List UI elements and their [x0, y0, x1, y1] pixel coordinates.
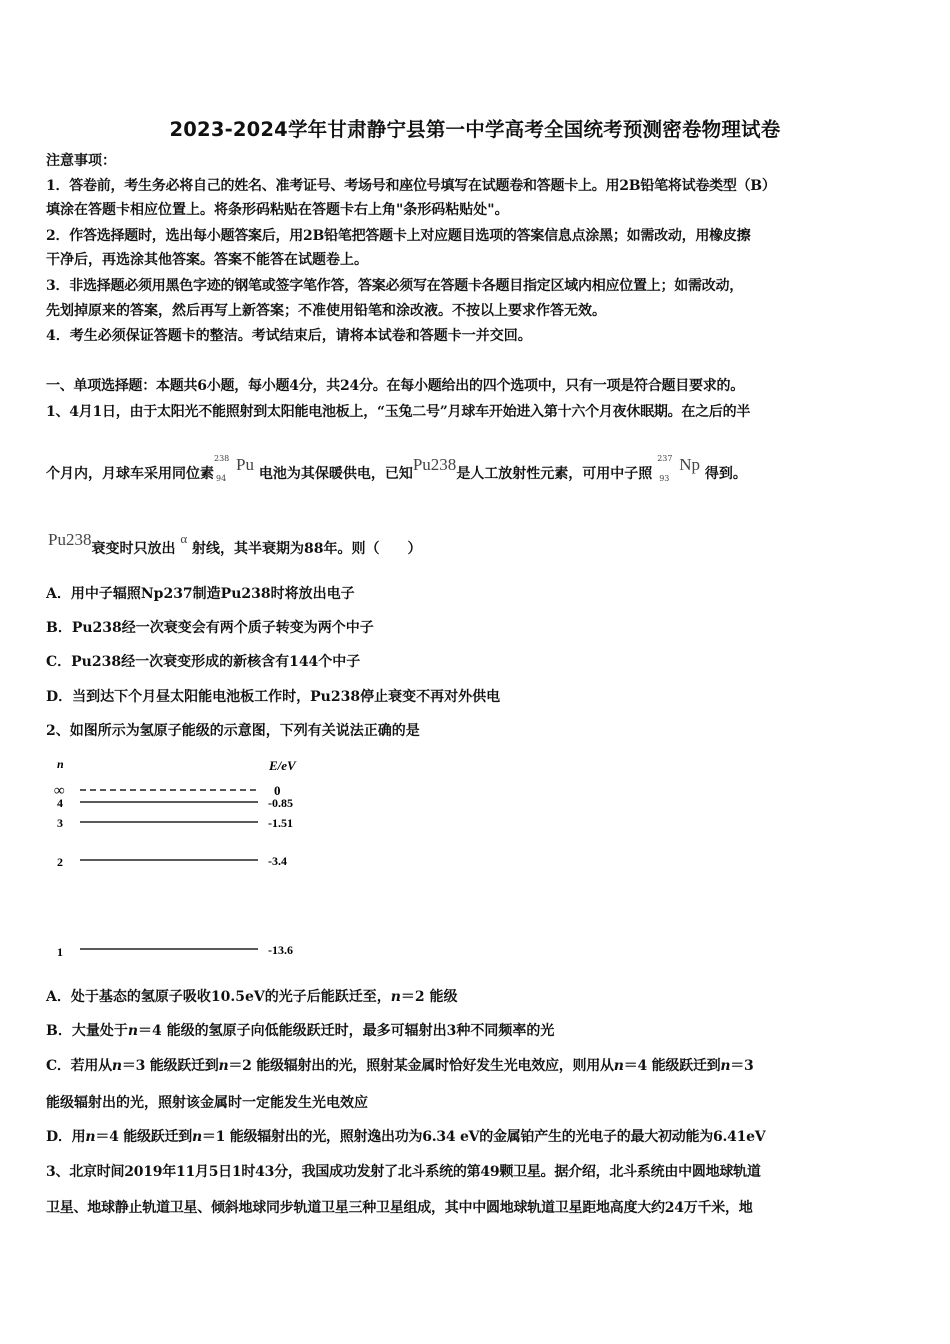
q2-option-d: [46, 1127, 765, 1147]
q2-b-n: n: [127, 1023, 139, 1039]
q2-d-n2: n: [191, 1129, 202, 1145]
q1-text-f: 射线，其半衰期为88年。则（ ）: [192, 541, 422, 557]
q2-c-text-3: ＝2 能级辐射出的光，照射某金属时恰好发生光电效应，则用从: [228, 1058, 614, 1074]
page-title: 2023-2024学年甘肃静宁县第一中学高考全国统考预测密卷物理试卷: [169, 118, 781, 141]
alpha-symbol: α: [180, 531, 188, 546]
q1-option-b: B．Pu238经一次衰变会有两个质子转变为两个中子: [46, 620, 374, 636]
energy-axis-label: E/eV: [269, 758, 296, 773]
q2-c-n2: n: [218, 1058, 229, 1074]
q1-option-d: D．当到达下个月昼太阳能电池板工作时，Pu238停止衰变不再对外供电: [46, 689, 501, 705]
np-symbol: Np: [679, 455, 700, 474]
notice-heading: 注意事项：: [46, 153, 116, 169]
q1-text-b: 电池为其保暖供电，已知: [258, 466, 413, 482]
pu-nuclide: [214, 454, 254, 484]
notice-line-5: 3．非选择题必须用黑色字迹的钢笔或签字笔作答，答案必须写在答题卡各题目指定区域内相应位置上；如需改动，: [46, 278, 743, 294]
q1-option-a: A．用中子辐照Np237制造Pu238时将放出电子: [46, 586, 355, 602]
q2-a-text: A．处于基态的氢原子吸收10.5eV的光子后能跃迁至，: [46, 989, 391, 1005]
np-atomic-number: 93: [659, 474, 670, 483]
level-e-1: -13.6: [268, 943, 293, 957]
level-n-2: 2: [57, 855, 63, 869]
q1-stem-line-3: [48, 530, 422, 559]
q2-c-text-4: ＝4 能级跃迁到: [623, 1058, 721, 1074]
q1-stem-line-1: 1、4月1日，由于太阳光不能照射到太阳能电池板上，“玉兔二号”月球车开始进入第十六个月夜休眠期。在之后的半: [46, 404, 751, 420]
level-e-3: -1.51: [268, 816, 293, 830]
notice-line-1: 1．答卷前，考生务必将自己的姓名、准考证号、考场号和座位号填写在试题卷和答题卡上。用2B铅笔将试卷类型（B）: [46, 178, 776, 194]
q2-option-c: [46, 1056, 754, 1076]
q3-stem-line-1: 3、北京时间2019年11月5日1时43分，我国成功发射了北斗系统的第49颗卫星。据介绍，北斗系统由中圆地球轨道: [46, 1164, 761, 1180]
q2-b-text: B．大量处于: [46, 1023, 128, 1039]
q1-option-c: C．Pu238经一次衰变形成的新核含有144个中子: [46, 654, 361, 670]
q2-option-a: [46, 987, 458, 1007]
q2-c-n1: n: [111, 1058, 122, 1074]
q2-c-text-2: ＝3 能级跃迁到: [121, 1058, 219, 1074]
section-heading: 一、单项选择题：本题共6小题，每小题4分，共24分。在每小题给出的四个选项中，只有一项是符合题目要求的。: [46, 378, 744, 394]
pu-atomic-number: 94: [216, 474, 227, 483]
q1-text-a: 个月内，月球车采用同位素: [46, 466, 214, 482]
level-n-3: 3: [57, 816, 63, 830]
q2-c-n4: n: [720, 1058, 731, 1074]
pu-mass-number: 238: [214, 454, 230, 463]
q2-option-b: [46, 1021, 554, 1041]
notice-line-7: 4．考生必须保证答题卡的整洁。考试结束后，请将本试卷和答题卡一并交回。: [46, 328, 532, 344]
q2-a-rest: ＝2 能级: [400, 989, 458, 1005]
notice-line-6: 先划掉原来的答案，然后再写上新答案；不准使用铅笔和涂改液。不按以上要求作答无效。: [46, 303, 606, 319]
energy-level-diagram: [40, 752, 330, 967]
level-n-1: 1: [57, 945, 63, 959]
q1-text-d: 得到。: [704, 466, 747, 482]
notice-line-4: 干净后，再选涂其他答案。答案不能答在试题卷上。: [46, 252, 368, 268]
q2-a-n: n: [390, 989, 401, 1005]
level-e-inf: 0: [274, 783, 281, 798]
pu-symbol: Pu: [236, 455, 254, 474]
np-mass-number: 237: [657, 454, 673, 463]
q2-c-text-1: C．若用从: [46, 1058, 112, 1074]
q1-stem-line-2: [46, 454, 747, 484]
n-axis-label: n: [57, 757, 64, 771]
level-n-4: 4: [57, 796, 63, 810]
q2-d-text-1: D．用: [46, 1129, 86, 1145]
level-n-inf: ∞: [54, 783, 65, 799]
q2-d-text-2: ＝4 能级跃迁到: [95, 1129, 192, 1145]
np-nuclide: [657, 454, 700, 484]
q2-d-text-3: ＝1 能级辐射出的光，照射逸出功为6.34 eV的金属铂产生的光电子的最大初动能为6.41eV: [201, 1129, 766, 1145]
pu238-formula-2: Pu238: [48, 530, 92, 549]
q1-text-c: 是人工放射性元素，可用中子照: [456, 466, 653, 482]
q2-d-n1: n: [85, 1129, 96, 1145]
notice-line-3: 2．作答选择题时，选出每小题答案后，用2B铅笔把答题卡上对应题目选项的答案信息点涂黑；如需改动，用橡皮擦: [46, 228, 751, 244]
q2-stem: 2、如图所示为氢原子能级的示意图，下列有关说法正确的是: [46, 723, 420, 739]
level-e-4: -0.85: [268, 796, 293, 810]
q2-c-text-5: ＝3: [730, 1058, 754, 1074]
q2-option-c-line-2: 能级辐射出的光，照射该金属时一定能发生光电效应: [46, 1095, 368, 1111]
level-e-2: -3.4: [268, 854, 287, 868]
q3-stem-line-2: 卫星、地球静止轨道卫星、倾斜地球同步轨道卫星三种卫星组成，其中中圆地球轨道卫星距地高度大约24万千米，地: [46, 1200, 753, 1216]
pu238-formula: Pu238: [412, 455, 457, 474]
q2-b-rest: ＝4 能级的氢原子向低能级跃迁时，最多可辐射出3种不同频率的光: [138, 1023, 555, 1039]
q1-text-e: 衰变时只放出: [91, 541, 176, 557]
q2-c-n3: n: [613, 1058, 624, 1074]
notice-line-2: 填涂在答题卡相应位置上。将条形码粘贴在答题卡右上角"条形码粘贴处"。: [46, 202, 509, 218]
